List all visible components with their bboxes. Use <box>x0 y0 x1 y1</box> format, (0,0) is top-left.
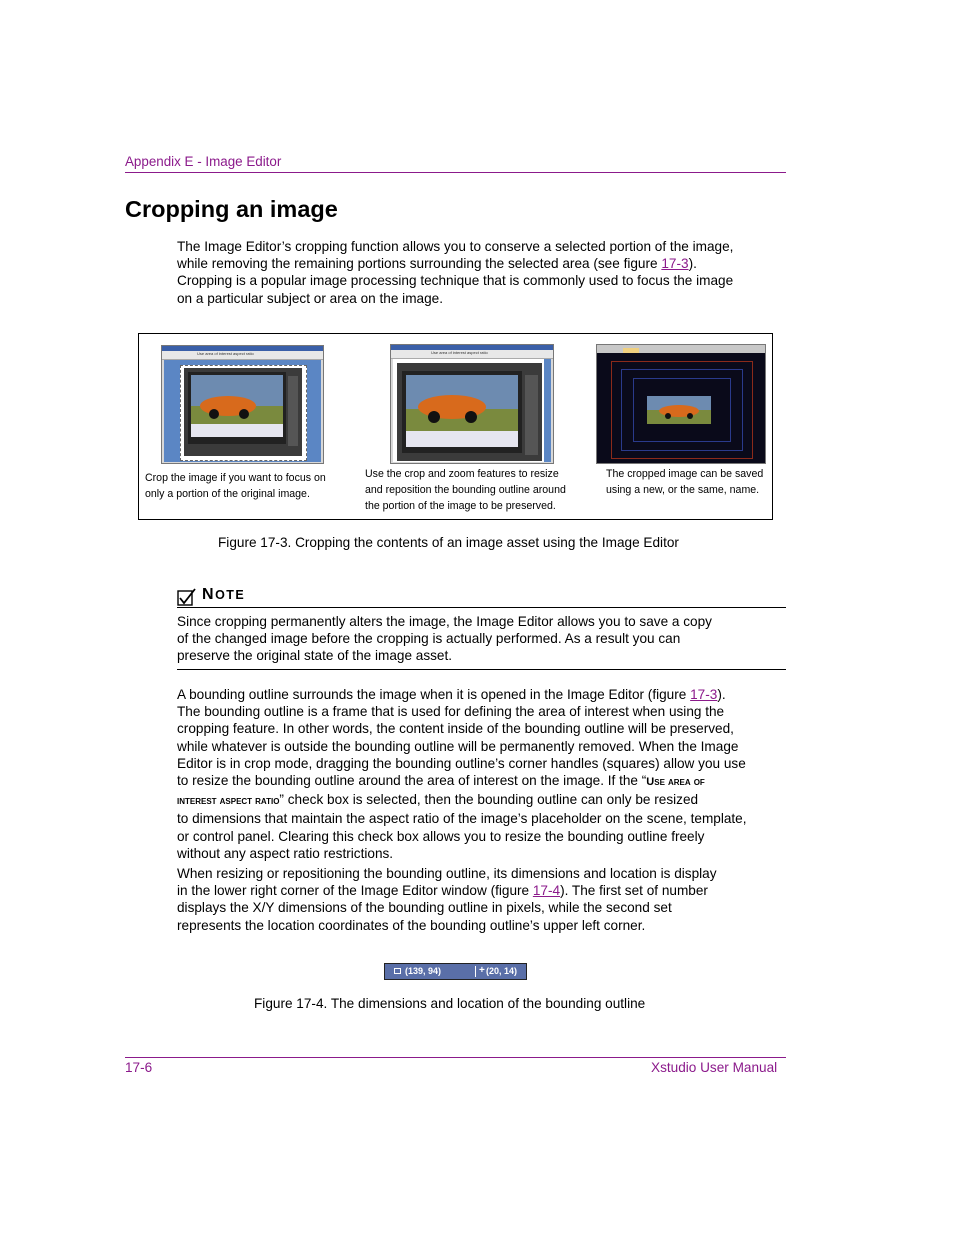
note-body: Since cropping permanently alters the image, the Image Editor allows you to save a copy of the changed image before the cropping is actually performed. As a result you can preserve the original state of the image asset. <box>177 614 712 664</box>
image-editor-screenshot-2: Use area of interest aspect ratio <box>390 344 554 464</box>
figure-17-3 <box>138 333 773 520</box>
note-title: NOTE <box>202 586 246 603</box>
dimensions-paragraph: When resizing or repositioning the bounding outline, its dimensions and location is display in the lower right corner of the Image Editor window (figure 17-4). The first set of number displays the X/Y dimensions of the bounding outline in pixels, while the second set represents the location coordinates of the bounding outline’s upper left corner. <box>177 866 717 933</box>
figure-17-3-caption: Figure 17-3. Cropping the contents of an image asset using the Image Editor <box>218 535 679 550</box>
figure-17-3-link[interactable]: 17-3 <box>661 256 689 272</box>
image-editor-screenshot-3 <box>596 344 766 464</box>
panel-2-caption: Use the crop and zoom features to resize and reposition the bounding outline around the portion of the image to be preserved. <box>365 468 566 512</box>
location-readout: (20, 14) <box>486 966 518 976</box>
note-bottom-rule <box>177 669 786 670</box>
cropped-car-image <box>647 396 711 424</box>
running-header: Appendix E - Image Editor <box>125 154 282 169</box>
panel-1-caption: Crop the image if you want to focus on only a portion of the original image. <box>145 472 326 500</box>
header-rule <box>125 172 786 173</box>
figure-17-4-link[interactable]: 17-4 <box>532 883 561 899</box>
intro-paragraph: The Image Editor’s cropping function allows you to conserve a selected portion of the image, while removing the remaining portions surrounding the selected area (see figure 17-3). Cropping is a popular image processing technique that is commonly used to focus the image on a particular subject or area on the image. <box>177 239 734 306</box>
option-name: Use area of <box>646 776 705 789</box>
page-number: 17-6 <box>125 1060 153 1075</box>
bounding-outline-status-bar <box>384 963 527 980</box>
panel-3-caption: The cropped image can be saved using a new, or the same, name. <box>606 468 764 496</box>
tv-monitor-zoomed-image <box>397 363 542 461</box>
manual-title: Xstudio User Manual <box>651 1060 778 1075</box>
option-name-cont: interest aspect ratio <box>177 795 280 808</box>
bounding-outline-paragraph: A bounding outline surrounds the image when it is opened in the Image Editor (figure 17-3). The bounding outline is a frame that is used for defining the area of interest when using the cropping feature. In other words, the content inside of the bounding outline will be preserved, while whatever is outside the bounding outline will be permanently removed. When the Image Editor is in crop mode, dragging the bounding outline’s corner handles (squares) allow you use to resize the bounding outline around the area of interest on the image. If the “Use area of interest aspect ratio” check box is selected, then the bounding outline can only be resized to dimensions that maintain the aspect ratio of the image’s placeholder on the scene, template, or control panel. Clearing this check box allows you to resize the bounding outline freely without any aspect ratio restrictions. <box>177 687 747 861</box>
figure-17-3-link-2[interactable]: 17-3 <box>690 687 718 702</box>
page-title: Cropping an image <box>125 196 338 222</box>
note-top-rule <box>177 607 786 608</box>
figure-17-4-caption: Figure 17-4. The dimensions and location of the bounding outline <box>254 996 646 1011</box>
footer-rule <box>125 1057 786 1058</box>
tv-monitor-image <box>184 368 302 456</box>
checkbox-check-icon <box>177 588 197 607</box>
image-editor-screenshot-1: Use area of interest aspect ratio <box>161 345 324 464</box>
location-icon: + <box>479 965 485 976</box>
dimensions-readout: (139, 94) <box>405 966 442 976</box>
dimensions-icon <box>394 968 401 974</box>
